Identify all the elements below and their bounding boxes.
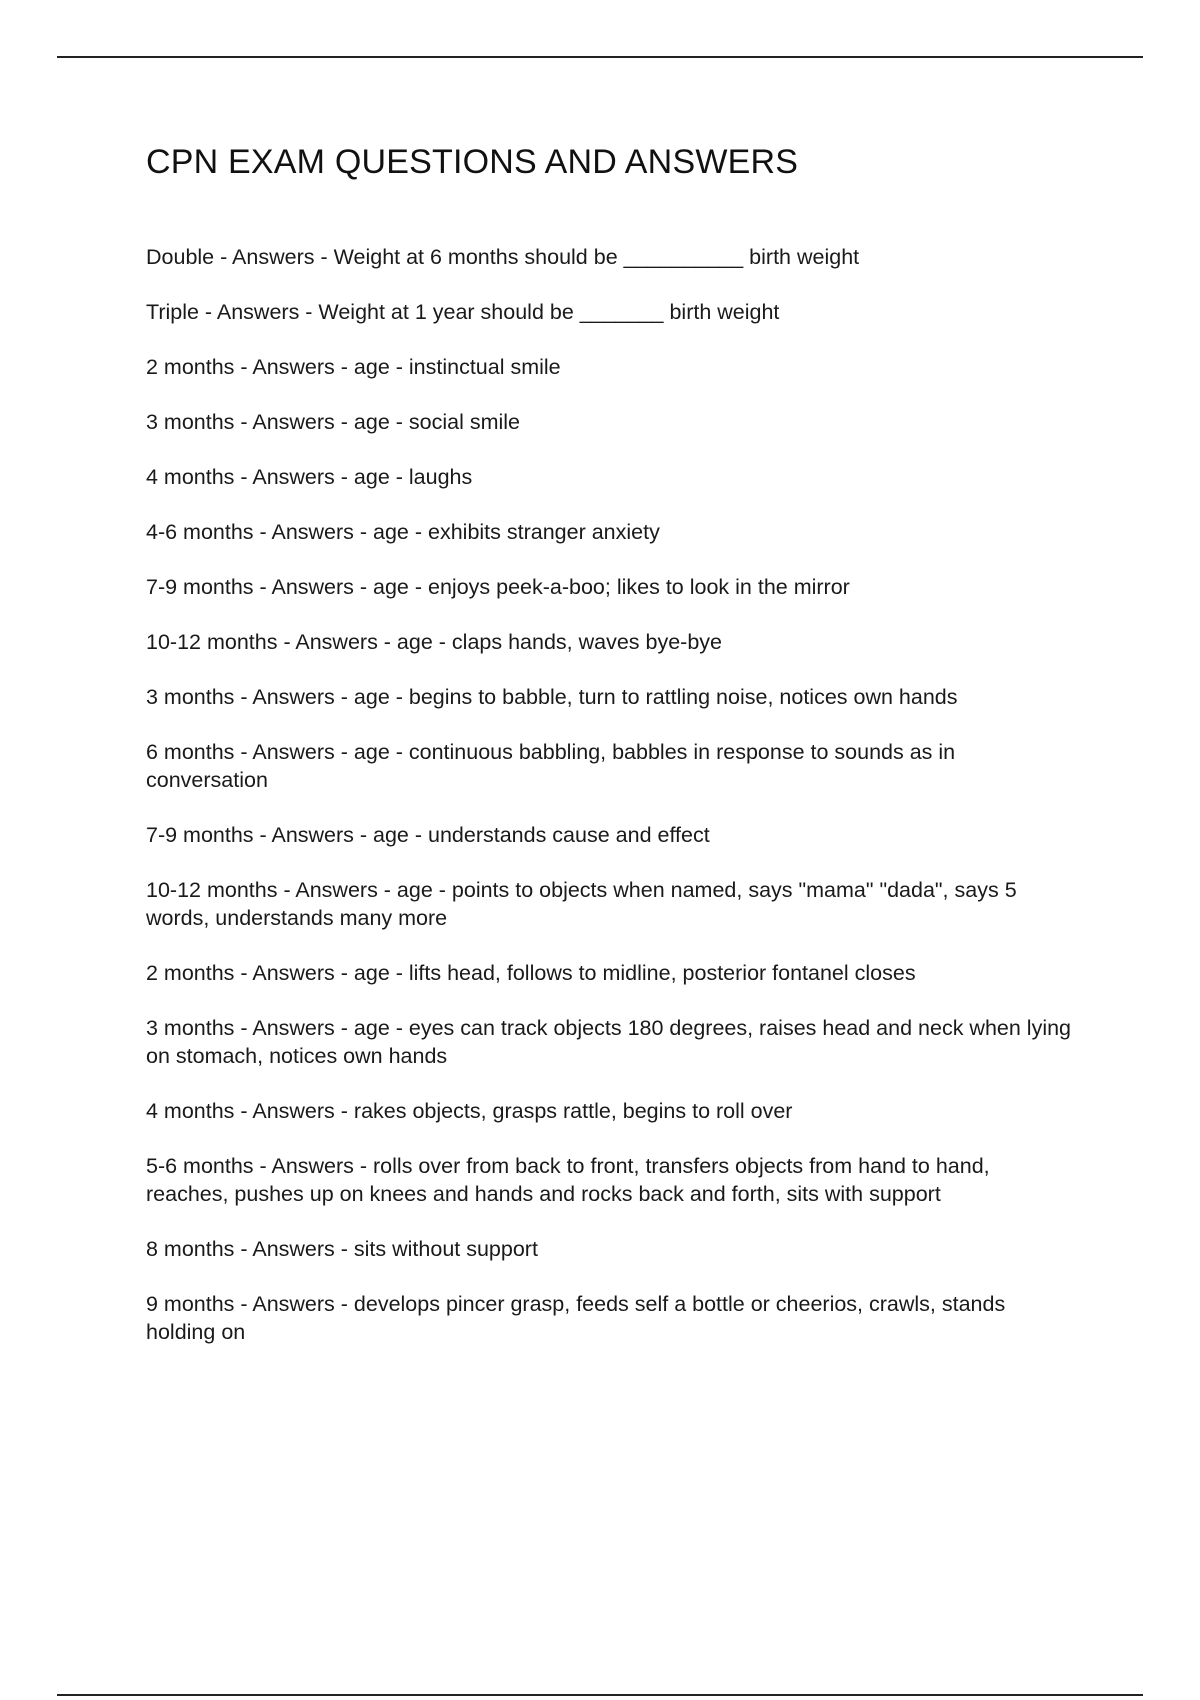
- qa-item: 10-12 months - Answers - age - claps hands, waves bye-bye: [146, 630, 723, 654]
- qa-item: 10-12 months - Answers - age - points to objects when named, says "mama" "dada", says 5 words, understands many more: [146, 878, 1017, 930]
- qa-item: 7-9 months - Answers - age - enjoys peek-a-boo; likes to look in the mirror: [146, 575, 850, 599]
- qa-item: 2 months - Answers - age - lifts head, follows to midline, posterior fontanel closes: [146, 961, 916, 985]
- page-title: CPN EXAM QUESTIONS AND ANSWERS: [146, 143, 799, 181]
- qa-item: Double - Answers - Weight at 6 months should be __________ birth weight: [146, 245, 860, 269]
- qa-item: 4-6 months - Answers - age - exhibits stranger anxiety: [146, 520, 660, 544]
- qa-item: 5-6 months - Answers - rolls over from back to front, transfers objects from hand to hand, reaches, pushes up on knees and hands and rocks back and forth, sits with support: [146, 1154, 990, 1206]
- qa-item: 4 months - Answers - rakes objects, grasps rattle, begins to roll over: [146, 1099, 793, 1123]
- qa-item: 3 months - Answers - age - eyes can track objects 180 degrees, raises head and neck when lying on stomach, notices own hands: [146, 1016, 1072, 1068]
- qa-item: 8 months - Answers - sits without support: [146, 1237, 538, 1261]
- qa-item: 9 months - Answers - develops pincer grasp, feeds self a bottle or cheerios, crawls, stands holding on: [146, 1292, 1006, 1344]
- qa-item: 4 months - Answers - age - laughs: [146, 465, 473, 489]
- top-rule: [57, 56, 1143, 58]
- qa-item: 7-9 months - Answers - age - understands cause and effect: [146, 823, 710, 847]
- qa-list: [146, 243, 1076, 1373]
- qa-item: 6 months - Answers - age - continuous babbling, babbles in response to sounds as in conversation: [146, 740, 956, 792]
- bottom-rule: [57, 1694, 1143, 1696]
- qa-item: 3 months - Answers - age - begins to babble, turn to rattling noise, notices own hands: [146, 685, 958, 709]
- qa-item: Triple - Answers - Weight at 1 year should be _______ birth weight: [146, 300, 780, 324]
- qa-item: 3 months - Answers - age - social smile: [146, 410, 520, 434]
- qa-item: 2 months - Answers - age - instinctual smile: [146, 355, 561, 379]
